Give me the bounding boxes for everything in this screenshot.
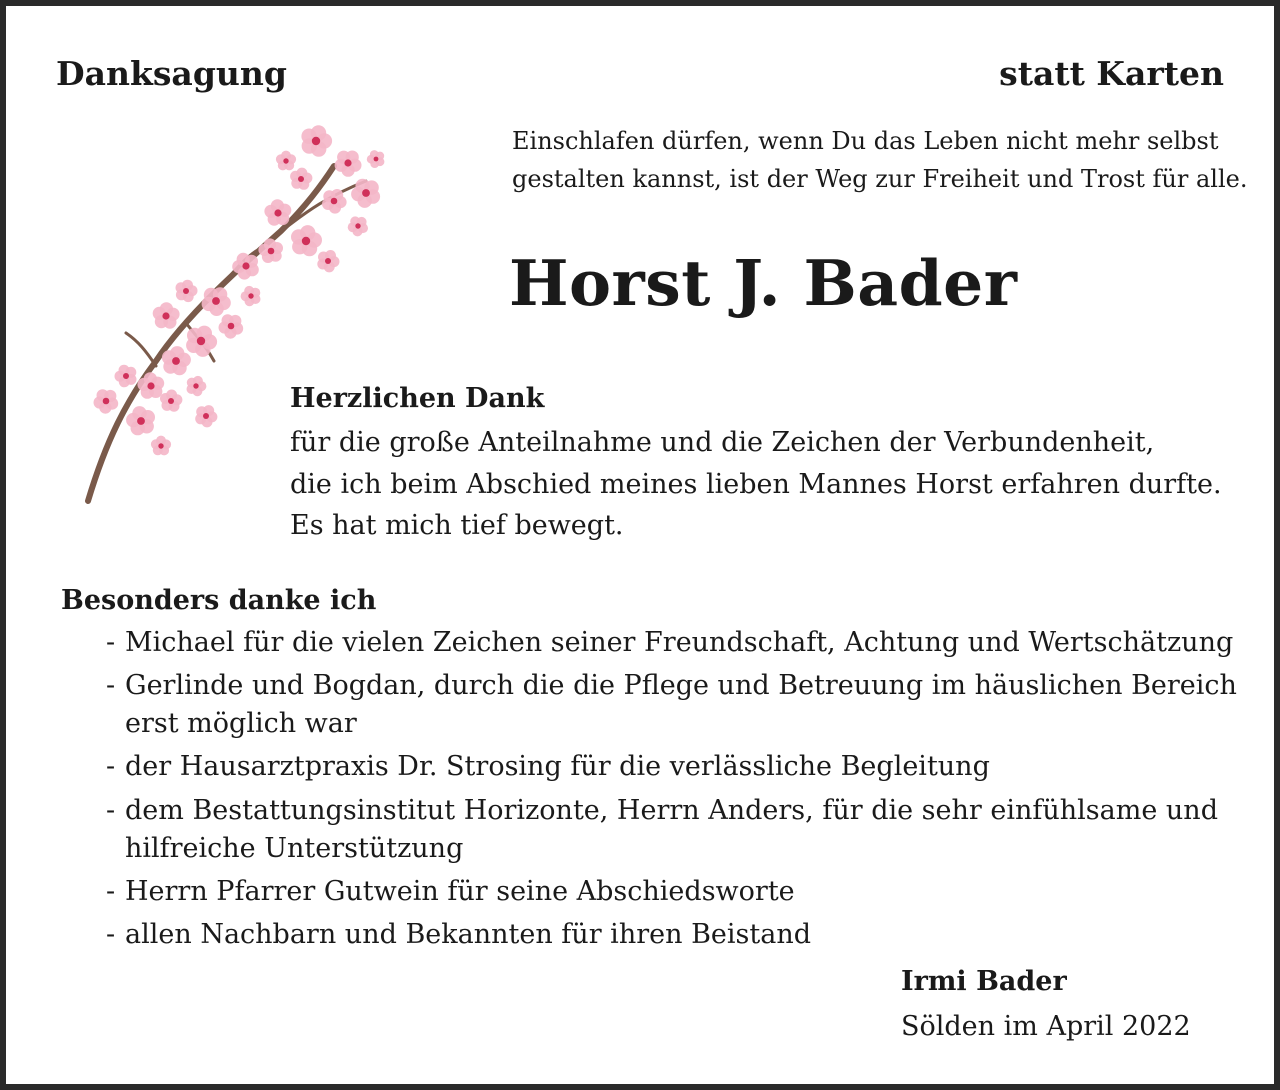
list-item-text: dem Bestattungsinstitut Horizonte, Herrn Anders, für die sehr einfühlsame und bbox=[125, 795, 1218, 826]
blossom-flower bbox=[290, 168, 312, 190]
quote-line-2: gestalten kannst, ist der Weg zur Freiheit und Trost für alle. bbox=[512, 165, 1248, 193]
blossom-flower bbox=[115, 365, 137, 388]
header-title: Danksagung bbox=[56, 54, 287, 93]
bullet-dash: - bbox=[106, 627, 116, 658]
header-note: statt Karten bbox=[999, 54, 1224, 93]
list-item bbox=[106, 746, 990, 788]
list-item-continuation: erst möglich war bbox=[125, 708, 357, 739]
list-item bbox=[106, 665, 1237, 707]
blossom-flower bbox=[335, 151, 362, 177]
blossom-flower bbox=[126, 406, 155, 435]
blossom-flower bbox=[94, 389, 119, 414]
list-item-text: Michael für die vielen Zeichen seiner Freundschaft, Achtung und Wertschätzung bbox=[125, 627, 1234, 658]
bullet-dash: - bbox=[106, 876, 116, 907]
blossom-flower bbox=[195, 405, 217, 427]
blossom-flower bbox=[276, 151, 296, 171]
quote-line-1: Einschlafen dürfen, wenn Du das Leben nicht mehr selbst bbox=[512, 127, 1219, 155]
blossom-flower bbox=[317, 250, 339, 272]
blossom-flower bbox=[186, 326, 217, 357]
blossom-flower bbox=[351, 179, 380, 208]
list-item-text: Gerlinde und Bogdan, durch die die Pflege und Betreuung im häuslichen Bereich bbox=[125, 670, 1237, 701]
list-item-text: allen Nachbarn und Bekannten für ihren Beistand bbox=[125, 919, 811, 950]
blossom-flower bbox=[258, 238, 283, 263]
thanks-line-3: Es hat mich tief bewegt. bbox=[290, 510, 624, 541]
list-item bbox=[106, 871, 795, 913]
blossom-flower bbox=[187, 376, 207, 396]
signature-name: Irmi Bader bbox=[901, 966, 1067, 997]
bullet-dash: - bbox=[106, 795, 116, 826]
blossom-flower bbox=[264, 199, 291, 225]
special-thanks-heading: Besonders danke ich bbox=[61, 585, 377, 616]
list-item bbox=[106, 790, 1218, 832]
thanks-line-2: die ich beim Abschied meines lieben Mannes Horst erfahren durfte. bbox=[290, 469, 1222, 500]
blossom-flower bbox=[367, 150, 385, 168]
list-item-text: der Hausarztpraxis Dr. Strosing für die verlässliche Begleitung bbox=[125, 751, 990, 782]
list-item bbox=[106, 914, 811, 956]
blossom-flower bbox=[241, 286, 261, 306]
list-item bbox=[106, 622, 1233, 664]
blossom-flower bbox=[291, 225, 322, 256]
bullet-dash: - bbox=[106, 670, 116, 701]
blossom-flower bbox=[137, 372, 164, 399]
blossom-flower bbox=[151, 436, 171, 456]
signature-place-date: Sölden im April 2022 bbox=[901, 1011, 1191, 1042]
bullet-dash: - bbox=[106, 751, 116, 782]
list-item-continuation: hilfreiche Unterstützung bbox=[125, 833, 464, 864]
blossom-flower bbox=[202, 287, 231, 316]
list-item-text: Herrn Pfarrer Gutwein für seine Abschiedsworte bbox=[125, 876, 795, 907]
blossom-flower bbox=[160, 390, 182, 412]
deceased-name: Horst J. Bader bbox=[509, 246, 1018, 320]
blossom-flower bbox=[219, 314, 244, 338]
blossom-flower bbox=[348, 216, 368, 236]
bullet-dash: - bbox=[106, 919, 116, 950]
blossom-flower bbox=[176, 280, 198, 302]
thanks-heading: Herzlichen Dank bbox=[290, 383, 545, 414]
blossom-flower bbox=[153, 302, 180, 329]
blossom-flower bbox=[301, 125, 332, 156]
thanks-line-1: für die große Anteilnahme und die Zeichen der Verbundenheit, bbox=[290, 427, 1155, 458]
